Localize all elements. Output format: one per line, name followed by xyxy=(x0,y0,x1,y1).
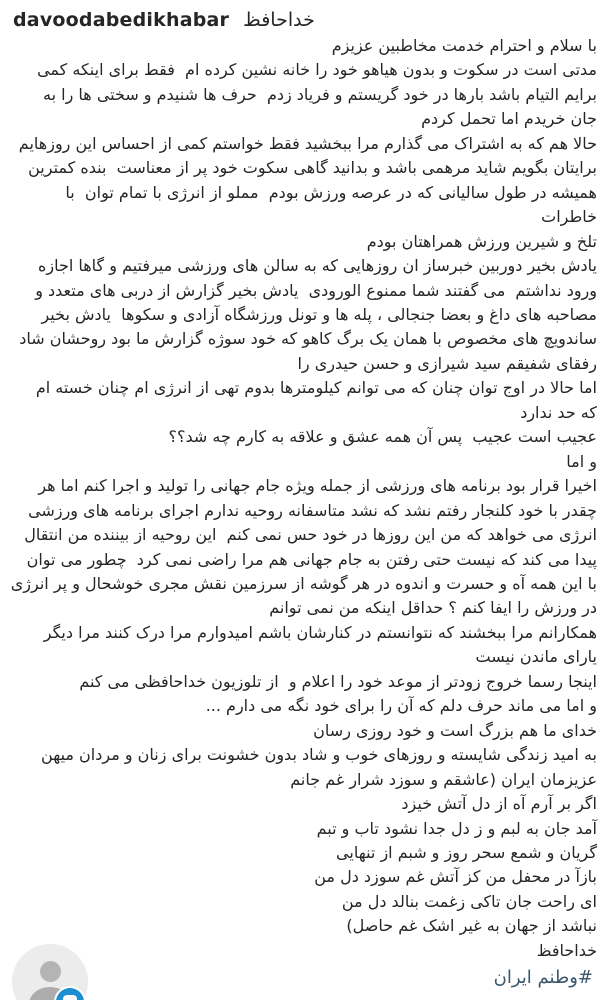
caption-line: مصاحبه های داغ و بعضا جنجالی ، پله ها و تونل ورزشگاه آزادی و سکوها یادش بخیر xyxy=(41,304,597,324)
caption-line: ورود نداشتم می گفتند شما ممنوع الورودی یادش بخیر گزارش از دربی های متعدد و xyxy=(35,280,597,300)
caption-line: در ورزش را ایفا کنم ؟ حداقل اینکه من نمی توانم xyxy=(269,598,597,618)
caption-line: رفقای شفیقم سید شیرازی و حسن حیدری را xyxy=(297,353,597,373)
caption-line: همکارانم مرا ببخشند که نتوانستم در کنارشان باشم امیدوارم مرا درک کنند مرا دیگر xyxy=(43,622,597,642)
caption-line: خدای ما هم بزرگ است و خود روزی رسان xyxy=(313,720,597,740)
commenter-avatar[interactable] xyxy=(12,944,90,1000)
caption-line: بازآ در محفل من کز آتش غم سوزد دل من xyxy=(314,867,597,887)
caption-line: خداحافظ xyxy=(536,940,597,960)
caption-line: یارای ماندن نیست xyxy=(475,647,597,667)
caption-line: با این همه آه و حسرت و اندوه در هر گوشه از سرزمین نقش مجری خوشحال و پر انرژی xyxy=(10,573,597,593)
caption-line: مدتی است در سکوت و بدون هیاهو خود را خانه نشین کرده ام فقط برای اینکه کمی xyxy=(37,60,597,80)
username-link[interactable]: davoodabedikhabar xyxy=(13,9,230,31)
caption-line: جان خریدم اما تحمل کردم xyxy=(421,109,597,129)
caption-line: ساندویچ های مخصوص با همان یک برگ کاهو که خود سوژه گزارش ما بود روحشان شاد xyxy=(19,329,597,349)
caption-line: اینجا رسما خروج زودتر از موعد خود را اعلام و از تلوزیون خداحافظی می کنم xyxy=(79,671,597,691)
caption-line: انرژی می خواهد که من این روزها در خود حس نمی کنم این روحیه از بیننده من انتقال xyxy=(24,525,597,545)
caption-line: عجیب است عجیب پس آن همه عشق و علاقه به کارم چه شد؟؟ xyxy=(168,427,597,447)
caption-line: گریان و شمع سحر روز و شبم از تنهایی xyxy=(336,842,597,862)
caption-line: برایتان بگویم شاید مرهمی باشد و بدانید گاهی سکوت خود پر از معناست بنده کمترین xyxy=(28,158,597,178)
caption-line: حالا هم که به اشتراک می گذارم مرا ببخشید فقط خواستم کمی از احساس این روزهایم xyxy=(18,133,597,153)
caption-line: یادش بخیر دوربین خبرساز ان روزهایی که به سالن های ورزشی میرفتیم و گاها اجازه xyxy=(37,256,597,276)
caption-line: چقدر با خود کلنجار رفتم نشد که نشد متاسفانه روحیه ندارم اجرای برنامه های ورزشی xyxy=(28,500,597,520)
caption-text xyxy=(0,33,607,963)
caption-line: که حد ندارد xyxy=(520,402,597,422)
caption-line: عزیزمان ایران (عاشقم و سوزد شرار غم جانم xyxy=(290,769,597,789)
caption-line: به امید زندگی شایسته و روزهای خوب و شاد بدون خشونت برای زنان و مردان میهن xyxy=(41,745,597,765)
caption-line: ای راحت جان تاکی زغمت بنالد دل من xyxy=(341,891,597,911)
caption-header xyxy=(0,0,607,33)
caption-line: اخیرا قرار بود برنامه های ورزشی از جمله ویژه جام جهانی را تولید و اجرا کنم اما هر xyxy=(38,476,597,496)
caption-line: آمد جان به لبم و ز دل جدا نشود تاب و تبم xyxy=(316,818,597,838)
caption-line: اما حالا در اوج توان چنان که می توانم کیلومترها بدوم تهی از انرژی ام چنان خسته ام xyxy=(35,378,597,398)
caption-line: همیشه در طول سالیانی که در عرصه ورزش بودم مملو از انرژی با تمام توان با خاطرات xyxy=(60,182,597,227)
hashtag-link[interactable]: #وطنم ایران xyxy=(493,967,593,988)
comment-row xyxy=(0,942,607,1000)
caption-line: و اما می ماند حرف دلم که آن را برای خود نگه می دارم ... xyxy=(205,696,597,716)
caption-line: نباشد از جهان به غیر اشک غم حاصل) xyxy=(346,916,597,936)
caption-first-word: خداحافظ xyxy=(243,9,315,31)
caption-line: تلخ و شیرین ورزش همراهتان بودم xyxy=(366,231,597,251)
caption-line: اگر بر آرم آه از دل آتش خیزد xyxy=(401,794,597,814)
caption-line: با سلام و احترام خدمت مخاطبین عزیزم xyxy=(331,36,597,55)
caption-line: و اما xyxy=(566,451,597,471)
caption-line: پیدا می کند که نیست حتی رفتن به جام جهانی هم مرا راضی نمی کرد چطور می توان xyxy=(26,549,597,569)
caption-line: برایم التیام باشد بارها در خود گریستم و فریاد زدم حرف ها شنیدم و سختی ها را به xyxy=(43,84,597,104)
